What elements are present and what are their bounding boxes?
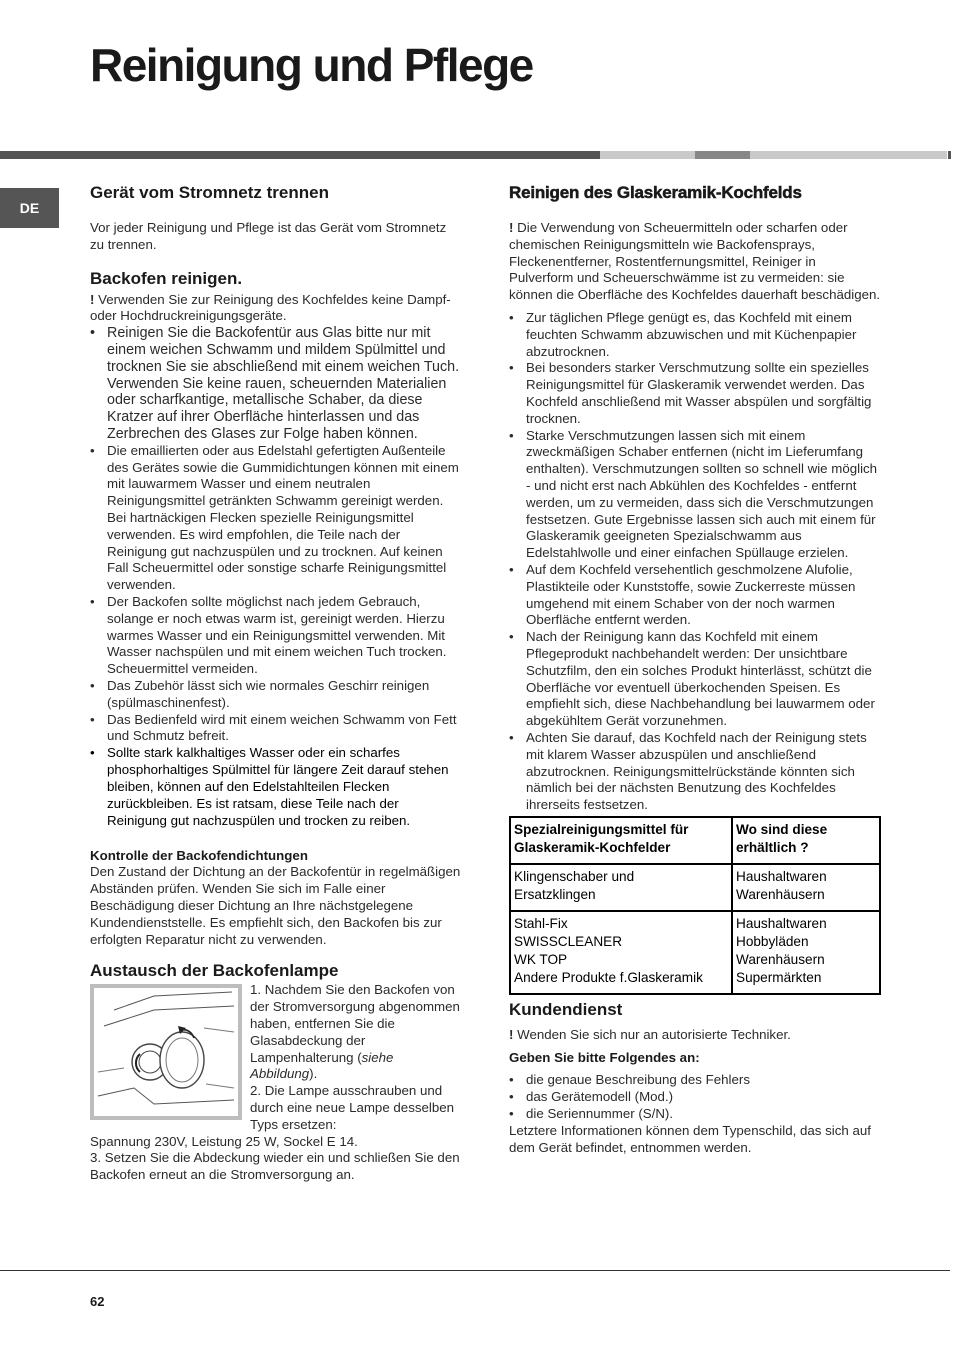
header-band-mid [695, 151, 750, 159]
service-warning [509, 1027, 881, 1044]
oven-cleaning-list [90, 325, 462, 829]
header-band-end [948, 151, 951, 159]
cell-line: Haushaltwaren [736, 915, 827, 931]
lamp-step-1-ref: siehe Abbildung [250, 1049, 394, 1082]
list-item: • Sollte stark kalkhaltiges Wasser oder ein scharfes phosphorhaltiges Spülmittel für längere Zeit darauf stehen bleiben, können auf den Edelstahlteilen Flecken zurückbleiben. Es ist ratsam, diese Teile nach der Reinigung gut nachzuspülen und trocken zu reiben. [90, 745, 462, 830]
list-item: • das Gerätemodell (Mod.) [509, 1089, 881, 1106]
table-cell [510, 864, 732, 911]
list-item: • Der Backofen sollte möglichst nach jedem Gebrauch, solange er noch etwas warm ist, gereinigt werden. Hierzu warmes Wasser und ein Reinigungsmittel verwenden. Mit Wasser nachspülen und mit einem weichen Tuch trocken. Scheuermittel vermeiden. [90, 594, 462, 678]
list-item: • Das Bedienfeld wird mit einem weichen Schwamm von Fett und Schmutz befreit. [90, 712, 462, 746]
table-header-row [510, 817, 880, 864]
header-band-light-2 [750, 151, 947, 159]
gasket-text: Den Zustand der Dichtung an der Backofentür in regelmäßigen Abständen prüfen. Wenden Sie sich im Falle einer Beschädigung dieser Dichtung an Ihre nächstgelegene Kundendienststelle. Es empfiehlt sich, den Backofen bis zur erfolgten Reparatur nicht zu verwenden. [90, 864, 461, 947]
right-column [509, 180, 881, 1156]
page-number: 62 [90, 1294, 105, 1309]
glass-warning [509, 220, 881, 304]
lamp-step-3: 3. Setzen Sie die Abdeckung wieder ein und schließen Sie den Backofen erneut an die Stromversorgung an. [90, 1150, 460, 1183]
section-title-service: Kundendienst [509, 999, 623, 1019]
warning-mark: ! [90, 291, 95, 307]
table-header-cell: Spezialreinigungsmittel für Glaskeramik-Kochfelder [510, 817, 732, 864]
list-item: • Achten Sie darauf, das Kochfeld nach der Reinigung stets mit klarem Wasser abzuspülen und anschließend abzutrocknen. Reinigungsmittelrückstände könnten sich nämlich bei der nächsten Benutzung des Kochfeldes ihrerseits festsetzen. [509, 730, 881, 814]
cell-line: Stahl-Fix [514, 915, 568, 931]
list-item: • Bei besonders starker Verschmutzung sollte ein spezielles Reinigungsmittel für Glaskeramik verwendet werden. Das Kochfeld anschließend mit Wasser abspülen und sorgfältig trocknen. [509, 360, 881, 427]
table-row [510, 864, 880, 911]
header-band-dark [0, 151, 600, 159]
table-cell [732, 911, 880, 994]
section-title-oven-cleaning: Backofen reinigen. [90, 268, 243, 288]
lamp-spec: Spannung 230V, Leistung 25 W, Sockel E 14. [90, 1133, 358, 1149]
cell-line: Ersatzklingen [514, 886, 596, 902]
lamp-step-2: 2. Die Lampe ausschrauben und durch eine neue Lampe desselben Typs ersetzen: [250, 1083, 455, 1132]
service-warning-text: Wenden Sie sich nur an autorisierte Techniker. [517, 1026, 791, 1042]
cleaning-products-table [509, 816, 881, 995]
section-title-lamp: Austausch der Backofenlampe [90, 961, 339, 981]
page-title: Reinigung und Pflege [90, 39, 533, 91]
cell-line: Hobbyläden [736, 933, 809, 949]
section-title-gasket: Kontrolle der Backofendichtungen [90, 847, 308, 863]
warning-mark: ! [509, 220, 514, 235]
footer-divider [0, 1270, 950, 1271]
cell-line: WK TOP [514, 951, 568, 967]
cell-line: Warenhäusern [736, 886, 825, 902]
left-column [90, 180, 462, 1184]
lamp-step-1-end: ). [309, 1066, 318, 1082]
list-item: • Das Zubehör lässt sich wie normales Geschirr reinigen (spülmaschinenfest). [90, 678, 462, 712]
lamp-step-1-text: 1. Nachdem Sie den Backofen von der Stromversorgung abgenommen haben, entfernen Sie die Glasabdeckung der Lampenhalterung ( [250, 982, 460, 1065]
cell-line: Andere Produkte f.Glaskeramik [514, 969, 703, 985]
glass-cleaning-list [509, 310, 881, 814]
oven-warning [90, 292, 462, 326]
service-info-list [509, 1072, 881, 1122]
glass-warning-text: Die Verwendung von Scheuermitteln oder scharfen oder chemischen Reinigungsmitteln wie Backofensprays, Fleckenentferner, Rostentfernungsmittel, Reiniger in Pulverform und Scheuerschwämme ist zu vermeiden: sie können die Oberfläche des Kochfeldes dauerhaft beschädigen. [509, 220, 881, 303]
service-subtitle: Geben Sie bitte Folgendes an: [509, 1049, 700, 1065]
section-title-disconnect: Gerät vom Stromnetz trennen [90, 183, 329, 202]
cell-line: Klingenschaber und [514, 868, 635, 884]
cell-line: Supermärkten [736, 969, 822, 985]
section-title-glass-ceramic: Reinigen des Glaskeramik-Kochfelds [509, 183, 802, 202]
list-item: • Auf dem Kochfeld versehentlich geschmolzene Alufolie, Plastikteile oder Kunststoffe, sowie Zuckerreste müssen umgehend mit einem Schaber von der noch warmen Oberfläche entfernt werden. [509, 562, 881, 629]
list-item: • Starke Verschmutzungen lassen sich mit einem zweckmäßigen Schaber entfernen (nicht im Lieferumfang enthalten). Verschmutzungen sollten so schnell wie möglich - und nicht erst nach Abkühlen des Kochfeldes - entfernt werden, um zu vermeiden, dass sich die Verschmutzungen festsetzen. Gute Ergebnisse lassen sich auch mit einem für Glaskeramik geeigneten Spezialschwamm aus Edelstahlwolle und einer einfachen Spüllauge erzielen. [509, 428, 881, 562]
list-item: • Reinigen Sie die Backofentür aus Glas bitte nur mit einem weichen Schwamm und mildem Spülmittel und trocknen Sie sie abschließend mit einem weichen Tuch. Verwenden Sie keine rauen, scheuernden Materialien oder scharfkantige, metallische Schaber, da diese Kratzer auf ihrer Oberfläche hinterlassen und das Zerbrechen des Glases zur Folge haben können. [90, 325, 462, 443]
warning-mark: ! [509, 1026, 514, 1042]
cell-line: Haushaltwaren [736, 868, 827, 884]
list-item: • Die emaillierten oder aus Edelstahl gefertigten Außenteile des Gerätes sowie die Gummidichtungen können mit einem mit lauwarmem Wasser und einem neutralen Reinigungsmittel getränkten Schwamm gereinigt werden. Bei hartnäckigen Flecken spezielle Reinigungsmittel verwenden. Es wird empfohlen, die Teile nach der Reinigung gut nachzuspülen und zu trocknen. Auf keinen Fall Scheuermittel oder sonstige scharfe Reinigungsmittel verwenden. [90, 443, 462, 594]
language-tab: DE [0, 188, 59, 228]
cell-line: SWISSCLEANER [514, 933, 623, 949]
table-header-cell: Wo sind diese erhältlich ? [732, 817, 880, 864]
disconnect-text: Vor jeder Reinigung und Pflege ist das Gerät vom Stromnetz zu trennen. [90, 220, 447, 252]
service-text: Letztere Informationen können dem Typenschild, das sich auf dem Gerät befindet, entnommen werden. [509, 1122, 871, 1155]
table-cell [732, 864, 880, 911]
cell-line: Warenhäusern [736, 951, 825, 967]
header-band-light [600, 151, 695, 159]
table-row [510, 911, 880, 994]
lamp-illustration [90, 984, 242, 1120]
list-item: • Nach der Reinigung kann das Kochfeld mit einem Pflegeprodukt nachbehandelt werden: Der unsichtbare Schutzfilm, den ein solches Produkt hinterlässt, schützt die Oberfläche vor eventuell überkochenden Speisen. Es empfiehlt sich, diese Nachbehandlung bei lauwarmem oder abgekühltem Gerät vorzunehmen. [509, 629, 881, 730]
list-item: • die genaue Beschreibung des Fehlers [509, 1072, 881, 1089]
table-cell [510, 911, 732, 994]
list-item: • Zur täglichen Pflege genügt es, das Kochfeld mit einem feuchten Schwamm abzuwischen und mit Küchenpapier abzutrocknen. [509, 310, 881, 360]
lamp-section [90, 982, 462, 1133]
oven-warning-text: Verwenden Sie zur Reinigung des Kochfeldes keine Dampf- oder Hochdruckreinigungsgeräte. [90, 291, 451, 324]
list-item: • die Seriennummer (S/N). [509, 1106, 881, 1123]
